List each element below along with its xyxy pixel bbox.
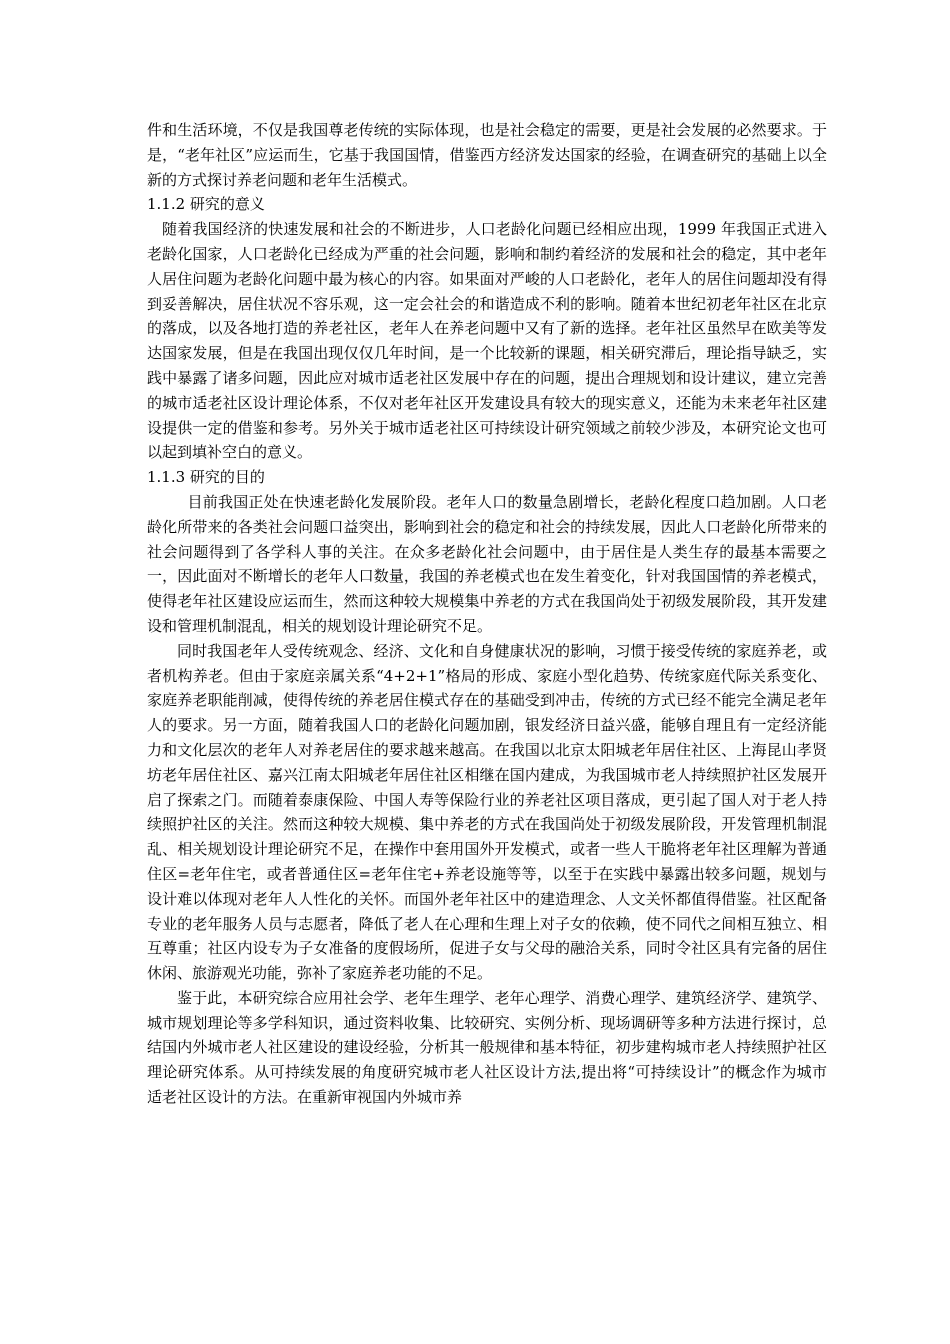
document-body — [147, 118, 827, 1110]
section-1-1-2-paragraph: 随着我国经济的快速发展和社会的不断进步，人口老龄化问题已经相应出现，1999 年我国正式进入老龄化国家，人口老龄化已经成为严重的社会问题，影响和制约着经济的发展和社会的稳定，其中老年人居住问题为老龄化问题中最为核心的内容。如果面对严峻的人口老龄化，老年人的居住问题却没有得到妥善解决，居住状况不容乐观，这一定会社会的和谐造成不利的影响。随着本世纪初老年社区在北京的落成，以及各地打造的养老社区，老年人在养老问题中又有了新的选择。老年社区虽然早在欧美等发达国家发展，但是在我国出现仅仅几年时间，是一个比较新的课题，相关研究滞后，理论指导缺乏，实践中暴露了诸多问题，因此应对城市适老社区发展中存在的问题，提出合理规划和设计建议，建立完善的城市适老社区设计理论体系，不仅对老年社区开发建设具有较大的现实意义，还能为未来老年社区建设提供一定的借鉴和参考。另外关于城市适老社区可持续设计研究领域之前较少涉及，本研究论文也可以起到填补空白的意义。 — [147, 220, 827, 462]
section-heading-1-1-3: 1.1.3 研究的目的 — [147, 468, 265, 487]
section-1-1-3-paragraph-3: 鉴于此，本研究综合应用社会学、老年生理学、老年心理学、消费心理学、建筑经济学、建筑学、城市规划理论等多学科知识，通过资料收集、比较研究、实例分析、现场调研等多种方法进行探讨，总结国内外城市老人社区建设的建设经验，分析其一般规律和基本特征，初步建构城市老人持续照护社区理论研究体系。从可持续发展的角度研究城市老人社区设计方法,提出将“可持续设计”的概念作为城市适老社区设计的方法。在重新审视国内外城市养 — [147, 988, 827, 1107]
section-heading-1-1-2: 1.1.2 研究的意义 — [147, 195, 265, 214]
continuation-paragraph: 件和生活环境，不仅是我国尊老传统的实际体现，也是社会稳定的需要，更是社会发展的必然要求。于是，“老年社区”应运而生，它基于我国国情，借鉴西方经济发达国家的经验，在调查研究的基础上以全新的方式探讨养老问题和老年生活模式。 — [147, 121, 827, 189]
section-1-1-3-paragraph-1: 目前我国正处在快速老龄化发展阶段。老年人口的数量急剧增长，老龄化程度口趋加剧。人口老龄化所带来的各类社会问题口益突出，影响到社会的稳定和社会的持续发展，因此人口老龄化所带来的社会问题得到了各学科人事的关注。在众多老龄化社会问题中，由于居住是人类生存的最基本需要之一，因此面对不断增长的老年人口数量，我国的养老模式也在发生着变化，针对我国国情的养老模式，使得老年社区建设应运而生，然而这种较大规模集中养老的方式在我国尚处于初级发展阶段，其开发建设和管理机制混乱，相关的规划设计理论研究不足。 — [147, 492, 827, 635]
section-1-1-3-paragraph-2: 同时我国老年人受传统观念、经济、文化和自身健康状况的影响，习惯于接受传统的家庭养老，或者机构养老。但由于家庭亲属关系“4+2+1”格局的形成、家庭小型化趋势、传统家庭代际关系变化、家庭养老职能削减，使得传统的养老居住模式存在的基础受到冲击，传统的方式已经不能完全满足老年人的要求。另一方面，随着我国人口的老龄化问题加剧，银发经济日益兴盛，能够自理且有一定经济能力和文化层次的老年人对养老居住的要求越来越高。在我国以北京太阳城老年居住社区、上海昆山孝贤坊老年居住社区、嘉兴江南太阳城老年居住社区相继在国内建成，为我国城市老人持续照护社区发展开启了探索之门。而随着泰康保险、中国人寿等保险行业的养老社区项目落成，更引起了国人对于老人持续照护社区的关注。然而这种较大规模、集中养老的方式在我国尚处于初级发展阶段，开发管理机制混乱、相关规划设计理论研究不足，在操作中套用国外开发模式，或者一些人干脆将老年社区理解为普通住区=老年住宅，或者普通住区=老年住宅+养老设施等等，以至于在实践中暴露出较多问题，规划与设计难以体现对老年人人性化的关怀。而国外老年社区中的建造理念、人文关怀都值得借鉴。社区配备专业的老年服务人员与志愿者，降低了老人在心理和生理上对子女的依赖，使不同代之间相互独立、相互尊重；社区内设专为子女准备的度假场所，促进子女与父母的融洽关系，同时令社区具有完备的居住休闲、旅游观光功能，弥补了家庭养老功能的不足。 — [147, 641, 827, 983]
